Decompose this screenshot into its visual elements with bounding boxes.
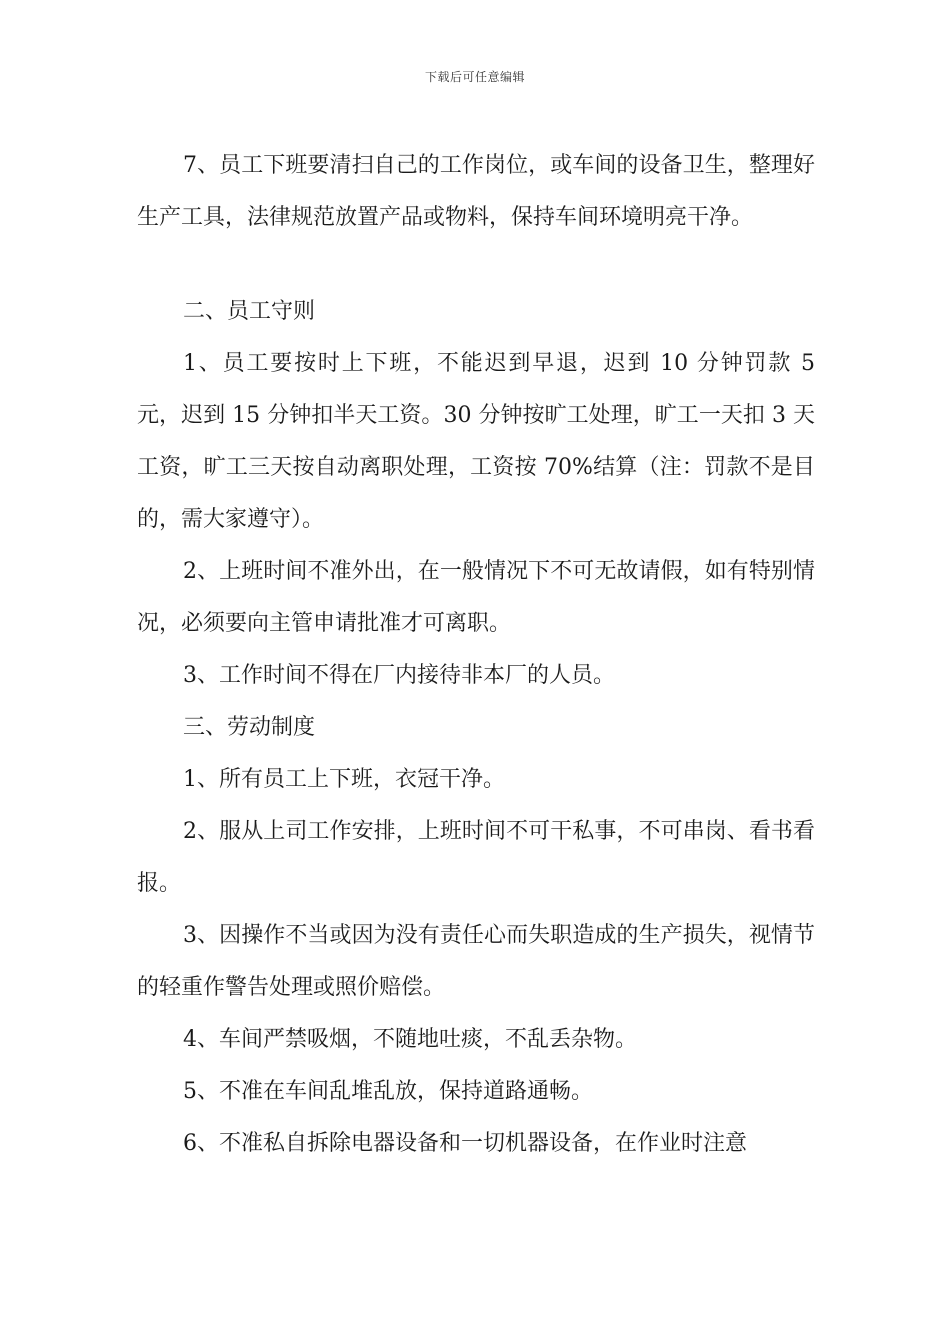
paragraph-rule-3: 3、工作时间不得在厂内接待非本厂的人员。 bbox=[183, 663, 615, 688]
section-spacer bbox=[137, 244, 815, 286]
paragraph-labor-5: 5、不准在车间乱堆乱放，保持道路通畅。 bbox=[183, 1079, 593, 1104]
page-header: 下载后可任意编辑 bbox=[424, 70, 525, 84]
paragraph-labor-3: 3、因操作不当或因为没有责任心而失职造成的生产损失，视情节的轻重作警告处理或照价赔偿。 bbox=[137, 923, 815, 1000]
paragraph-labor-4: 4、车间严禁吸烟，不随地吐痰，不乱丢杂物。 bbox=[183, 1027, 637, 1052]
paragraph-labor-6: 6、不准私自拆除电器设备和一切机器设备，在作业时注意 bbox=[183, 1131, 747, 1156]
section-heading-labor-system: 三、劳动制度 bbox=[183, 715, 316, 740]
paragraph-labor-2: 2、服从上司工作安排，上班时间不可干私事，不可串岗、看书看报。 bbox=[137, 819, 815, 896]
paragraph-labor-1: 1、所有员工上下班，衣冠干净。 bbox=[183, 767, 505, 792]
section-heading-employee-rules: 二、员工守则 bbox=[183, 299, 316, 324]
paragraph-rule-1: 1、员工要按时上下班，不能迟到早退，迟到 10 分钟罚款 5 元，迟到 15 分钟扣半天工资。30 分钟按旷工处理，旷工一天扣 3 天工资，旷工三天按自动离职处理，工资按 70%结算（注：罚款不是目的，需大家遵守）。 bbox=[137, 351, 816, 532]
paragraph-item-7: 7、员工下班要清扫自己的工作岗位，或车间的设备卫生，整理好生产工具，法律规范放置产品或物料，保持车间环境明亮干净。 bbox=[137, 153, 815, 230]
paragraph-rule-2: 2、上班时间不准外出，在一般情况下不可无故请假，如有特别情况，必须要向主管申请批准才可离职。 bbox=[137, 559, 815, 636]
document-body bbox=[137, 140, 815, 1170]
